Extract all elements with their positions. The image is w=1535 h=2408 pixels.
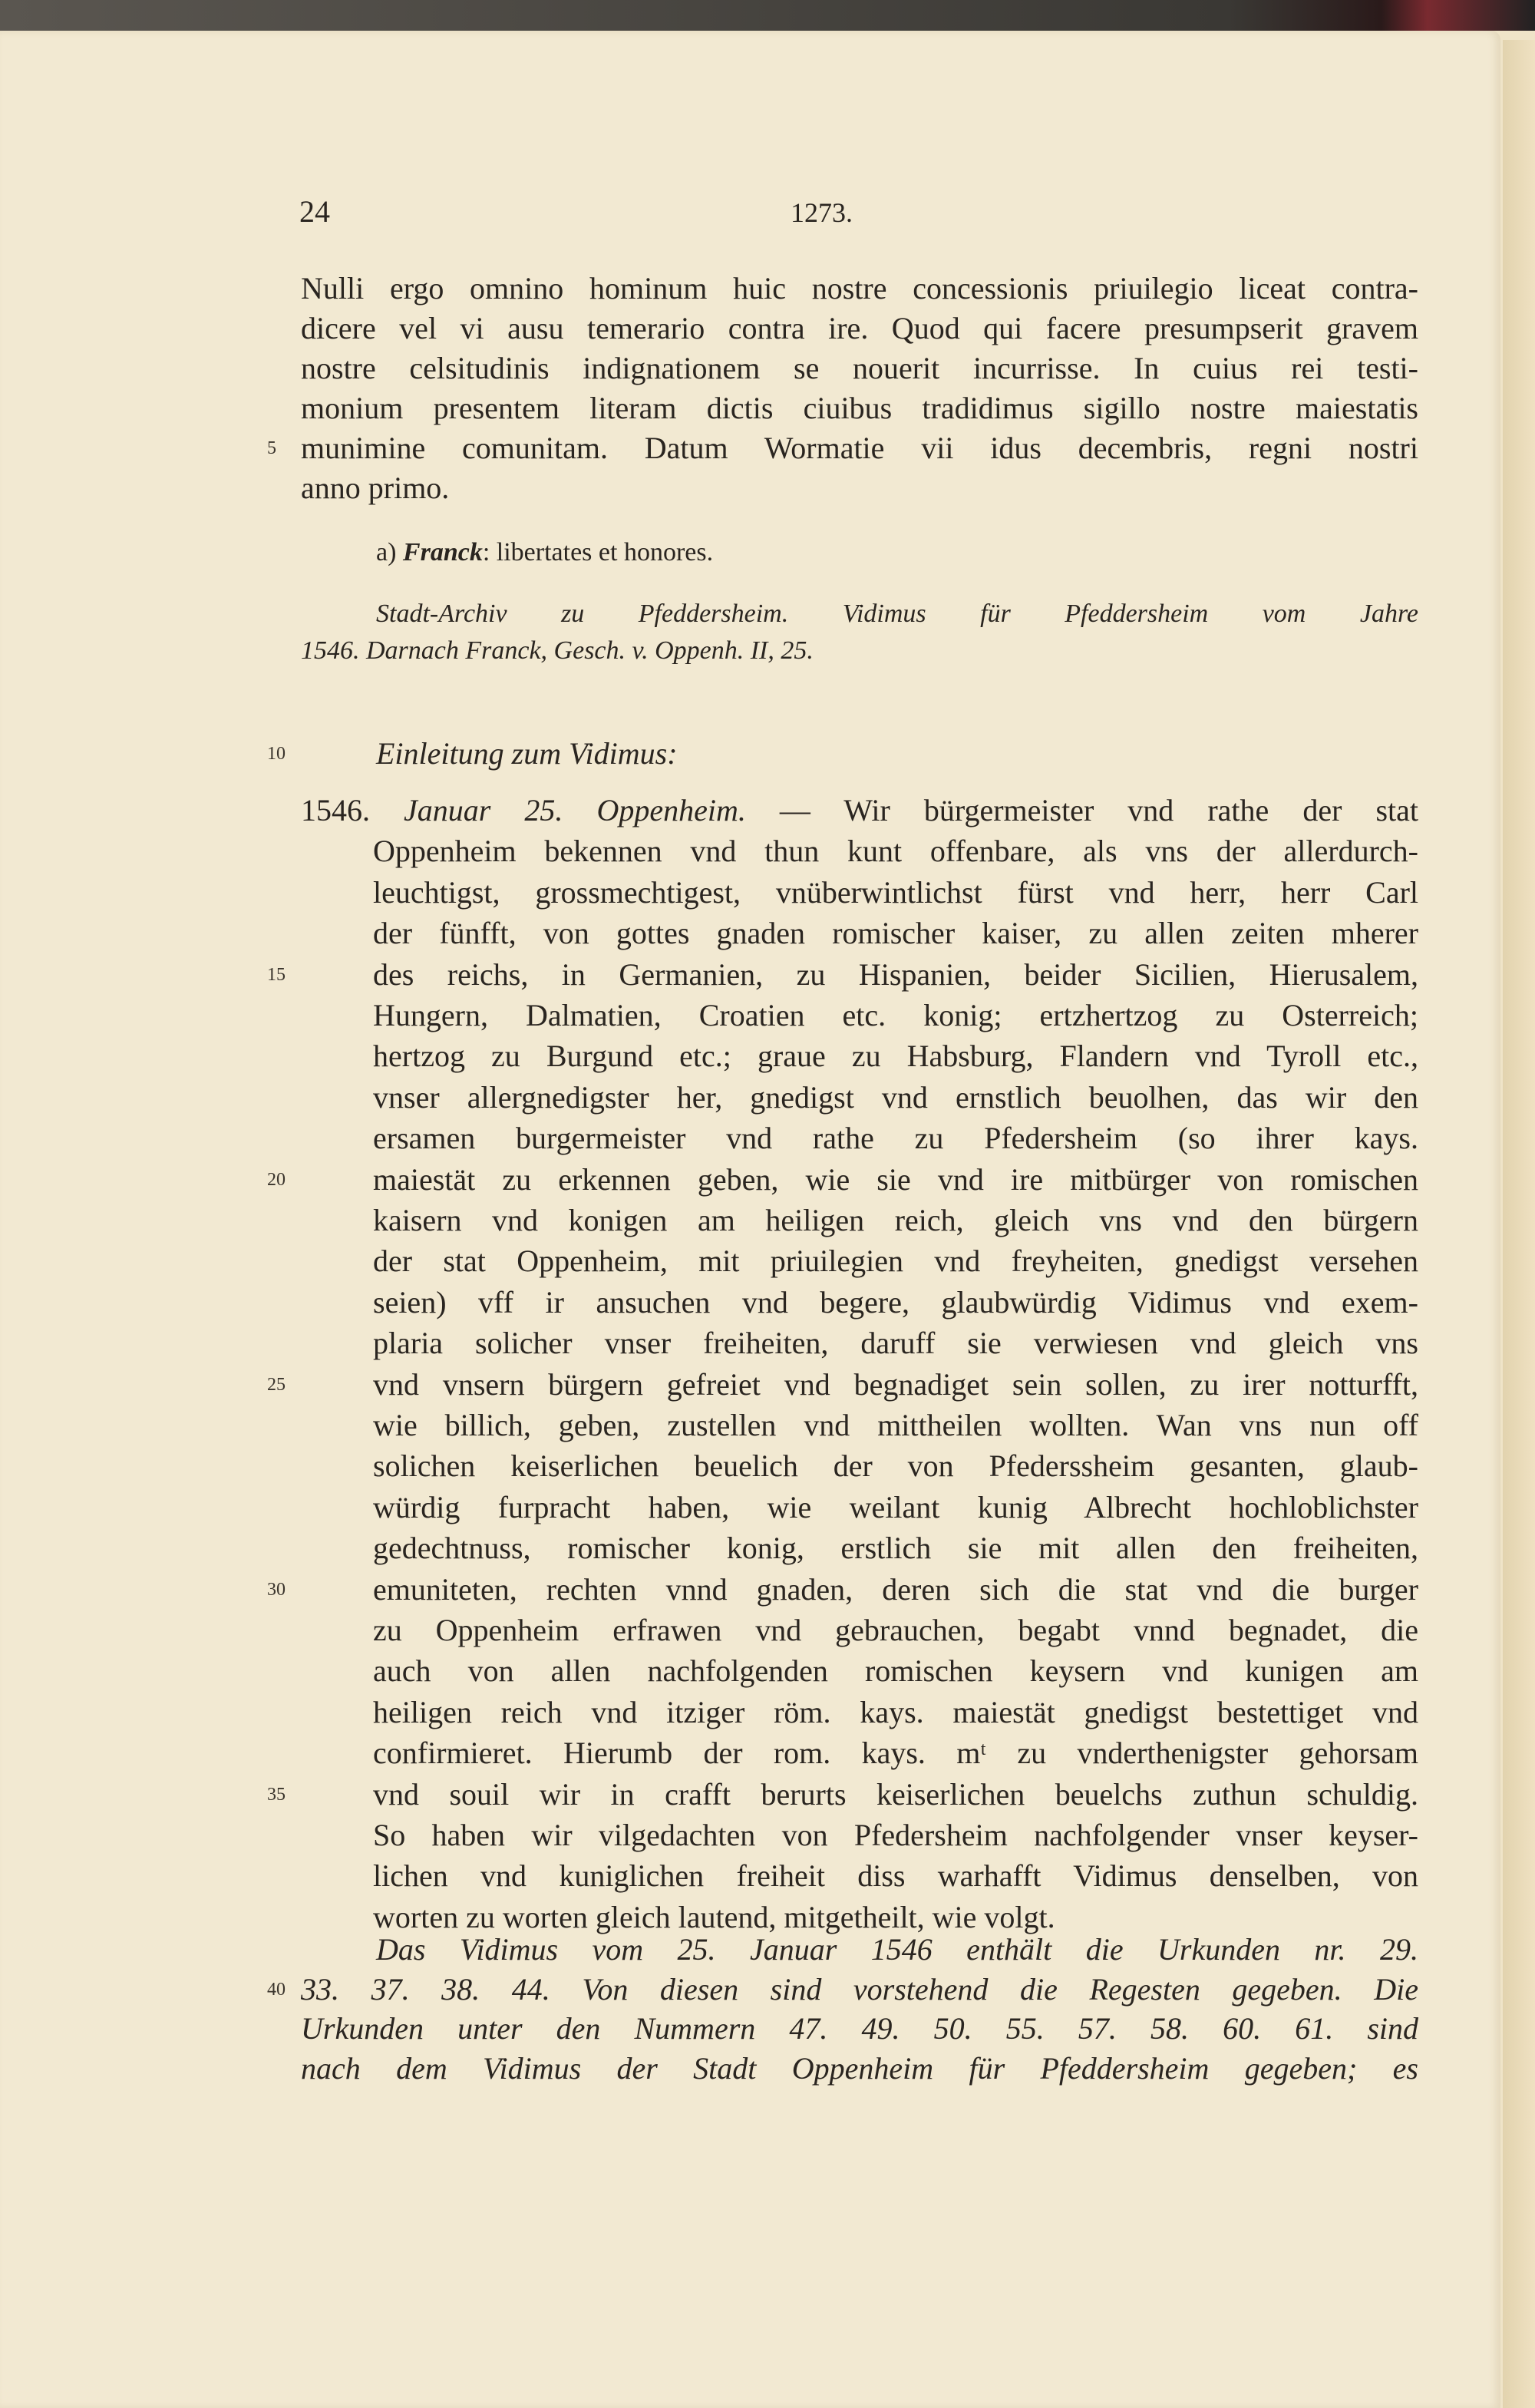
paragraph-line bbox=[373, 1612, 1418, 1649]
paragraph-line bbox=[301, 1971, 1418, 2008]
text-run: 1546. bbox=[301, 793, 404, 827]
text-run: der stat Oppenheim, mit priuilegien vnd freyheiten, gnedigst versehen bbox=[373, 1244, 1418, 1279]
text-run: vnser allergnedigster her, gnedigst vnd ernstlich beuolhen, das wir den bbox=[373, 1079, 1418, 1115]
text-run: ersamen burgermeister vnd rathe zu Pfedersheim (so ihrer kays. bbox=[373, 1121, 1418, 1156]
text-run: des reichs, in Germanien, zu Hispanien, beider Sicilien, Hierusalem, bbox=[373, 956, 1418, 992]
text-run: worten zu worten gleich lautend, mitgetheilt, wie volgt. bbox=[373, 1899, 1055, 1934]
paragraph-line bbox=[373, 1038, 1418, 1075]
paragraph-line bbox=[373, 1530, 1418, 1567]
paragraph-line bbox=[373, 1284, 1418, 1321]
italic-text: 33. 37. 38. 44. Von diesen sind vorstehend die Regesten gegeben. Die bbox=[301, 1971, 1418, 2007]
italic-text: Stadt-Archiv zu Pfeddersheim. Vidimus für Pfeddersheim vom Jahre bbox=[376, 600, 1418, 628]
text-run: nostre celsitudinis indignationem se nouerit incurrisse. In cuius rei testi- bbox=[301, 351, 1418, 385]
paragraph-line bbox=[376, 1931, 1418, 1968]
paragraph-line bbox=[373, 1694, 1418, 1731]
text-run: anno primo. bbox=[301, 471, 450, 505]
margin-line-number: 10 bbox=[267, 744, 286, 764]
margin-line-number: 35 bbox=[267, 1784, 286, 1805]
footnote bbox=[376, 537, 1418, 568]
paragraph-line bbox=[373, 997, 1418, 1034]
paragraph-line bbox=[373, 1161, 1418, 1198]
paragraph-line bbox=[373, 1571, 1418, 1608]
section-heading bbox=[376, 735, 1418, 772]
text-run: Hungern, Dalmatien, Croatien etc. konig; ertzhertzog zu Osterreich; bbox=[373, 998, 1418, 1032]
running-header-year: 1273. bbox=[791, 197, 853, 228]
paragraph-line bbox=[301, 2010, 1418, 2047]
paragraph-line bbox=[373, 956, 1418, 993]
paragraph-line bbox=[373, 1899, 1418, 1936]
text-run: munimine comunitam. Datum Wormatie vii idus decembris, regni nostri bbox=[301, 431, 1418, 465]
margin-line-number: 5 bbox=[267, 438, 276, 458]
margin-line-number: 25 bbox=[267, 1374, 286, 1395]
italic-text: Januar 25. Oppenheim. bbox=[404, 793, 746, 827]
text-run: So haben wir vilgedachten von Pfedersheim nachfolgender vnser keyser- bbox=[373, 1818, 1418, 1852]
paragraph-line bbox=[373, 1858, 1418, 1894]
italic-text: Das Vidimus vom 25. Januar 1546 enthält die Urkunden nr. 29. bbox=[376, 1932, 1418, 1967]
text-run: zu Oppenheim erfrawen vnd gebrauchen, begabt vnnd begnadet, die bbox=[373, 1613, 1418, 1647]
text-run: gedechtnuss, romischer konig, erstlich sie mit allen den freiheiten, bbox=[373, 1531, 1418, 1566]
margin-line-number: 40 bbox=[267, 1979, 286, 2000]
page-number: 24 bbox=[299, 194, 330, 229]
paragraph-line bbox=[373, 1079, 1418, 1116]
text-run: seien) vff ir ansuchen vnd begere, glaubwürdig Vidimus vnd exem- bbox=[373, 1284, 1418, 1320]
paragraph-line bbox=[373, 1817, 1418, 1854]
italic-text: Urkunden unter den Nummern 47. 49. 50. 55. 57. 58. 60. 61. sind bbox=[301, 2011, 1418, 2046]
text-run: Oppenheim bekennen vnd thun kunt offenbare, als vns der allerdurch- bbox=[373, 834, 1418, 869]
italic-text: 1546. Darnach Franck, Gesch. v. Oppenh. II, 25. bbox=[301, 636, 814, 665]
italic-text: Franck bbox=[402, 538, 483, 566]
paragraph-line bbox=[373, 1407, 1418, 1444]
paragraph-line bbox=[373, 1120, 1418, 1157]
text-run: confirmieret. Hierumb der rom. kays. mᵗ zu vnderthenigster gehorsam bbox=[373, 1736, 1418, 1771]
margin-line-number: 15 bbox=[267, 964, 286, 985]
text-run: emuniteten, rechten vnnd gnaden, deren sich die stat vnd die burger bbox=[373, 1571, 1418, 1607]
text-run: vnd souil wir in crafft berurts keiserlichen beuelchs zuthun schuldig. bbox=[373, 1776, 1418, 1812]
text-run: — Wir bürgermeister vnd rathe der stat bbox=[745, 793, 1418, 827]
paragraph-line bbox=[373, 1653, 1418, 1690]
text-run: auch von allen nachfolgenden romischen keysern vnd kunigen am bbox=[373, 1653, 1418, 1689]
text-run: vnd vnsern bürgern gefreiet vnd begnadiget sein sollen, zu irer notturfft, bbox=[373, 1366, 1418, 1402]
italic-text: nach dem Vidimus der Stadt Oppenheim für Pfeddersheim gegeben; es bbox=[301, 2050, 1418, 2086]
paragraph-line bbox=[373, 1202, 1418, 1239]
text-run: maiestät zu erkennen geben, wie sie vnd ire mitbürger von romischen bbox=[373, 1161, 1418, 1197]
italic-text: Einleitung zum Vidimus: bbox=[376, 736, 678, 771]
paragraph-line bbox=[373, 1366, 1418, 1403]
paragraph-line bbox=[373, 833, 1418, 870]
text-run: lichen vnd kuniglichen freiheit diss warhafft Vidimus denselben, von bbox=[373, 1858, 1418, 1894]
text-run: a) bbox=[376, 538, 403, 566]
paragraph-line bbox=[373, 1735, 1418, 1772]
text-run: plaria solicher vnser freiheiten, daruff sie verwiesen vnd gleich vns bbox=[373, 1326, 1418, 1361]
text-run: solichen keiserlichen beuelich der von Pfederssheim gesanten, glaub- bbox=[373, 1448, 1418, 1484]
text-run: wie billich, geben, zustellen vnd mittheilen wollten. Wan vns nun off bbox=[373, 1408, 1418, 1442]
paragraph-line bbox=[301, 350, 1418, 387]
text-run: dicere vel vi ausu temerario contra ire. Quod qui facere presumpserit gravem bbox=[301, 311, 1418, 345]
paragraph-line bbox=[301, 470, 1418, 507]
paragraph-line bbox=[301, 2050, 1418, 2087]
paragraph-line bbox=[301, 390, 1418, 427]
margin-line-number: 30 bbox=[267, 1579, 286, 1600]
source-note-line bbox=[376, 599, 1418, 629]
paragraph-line bbox=[373, 1243, 1418, 1280]
paragraph-line bbox=[373, 915, 1418, 952]
margin-line-number: 20 bbox=[267, 1169, 286, 1190]
paragraph-line bbox=[373, 874, 1418, 911]
paragraph-line bbox=[373, 1325, 1418, 1362]
paragraph-line bbox=[373, 1776, 1418, 1813]
paragraph-line bbox=[301, 310, 1418, 347]
text-run: würdig furpracht haben, wie weilant kunig Albrecht hochloblichster bbox=[373, 1489, 1418, 1524]
paragraph-line bbox=[301, 792, 1418, 829]
paragraph-line bbox=[373, 1489, 1418, 1526]
adjacent-page-edge bbox=[1503, 40, 1535, 2408]
paragraph-line bbox=[301, 430, 1418, 467]
text-run: hertzog zu Burgund etc.; graue zu Habsburg, Flandern vnd Tyroll etc., bbox=[373, 1039, 1418, 1074]
text-run: leuchtigst, grossmechtigest, vnüberwintlichst fürst vnd herr, herr Carl bbox=[373, 874, 1418, 910]
text-run: kaisern vnd konigen am heiligen reich, gleich vns vnd den bürgern bbox=[373, 1203, 1418, 1237]
text-run: der fünfft, von gottes gnaden romischer kaiser, zu allen zeiten mherer bbox=[373, 916, 1418, 951]
paragraph-line bbox=[301, 270, 1418, 307]
text-run: : libertates et honores. bbox=[482, 538, 714, 566]
text-run: monium presentem literam dictis ciuibus tradidimus sigillo nostre maiestatis bbox=[301, 391, 1418, 425]
paragraph-line bbox=[373, 1448, 1418, 1485]
text-run: heiligen reich vnd itziger röm. kays. maiestät gnedigst bestettiget vnd bbox=[373, 1694, 1418, 1729]
text-run: Nulli ergo omnino hominum huic nostre concessionis priuilegio liceat contra- bbox=[301, 271, 1418, 306]
scan-background bbox=[0, 0, 1535, 31]
source-note-line bbox=[301, 636, 1418, 666]
